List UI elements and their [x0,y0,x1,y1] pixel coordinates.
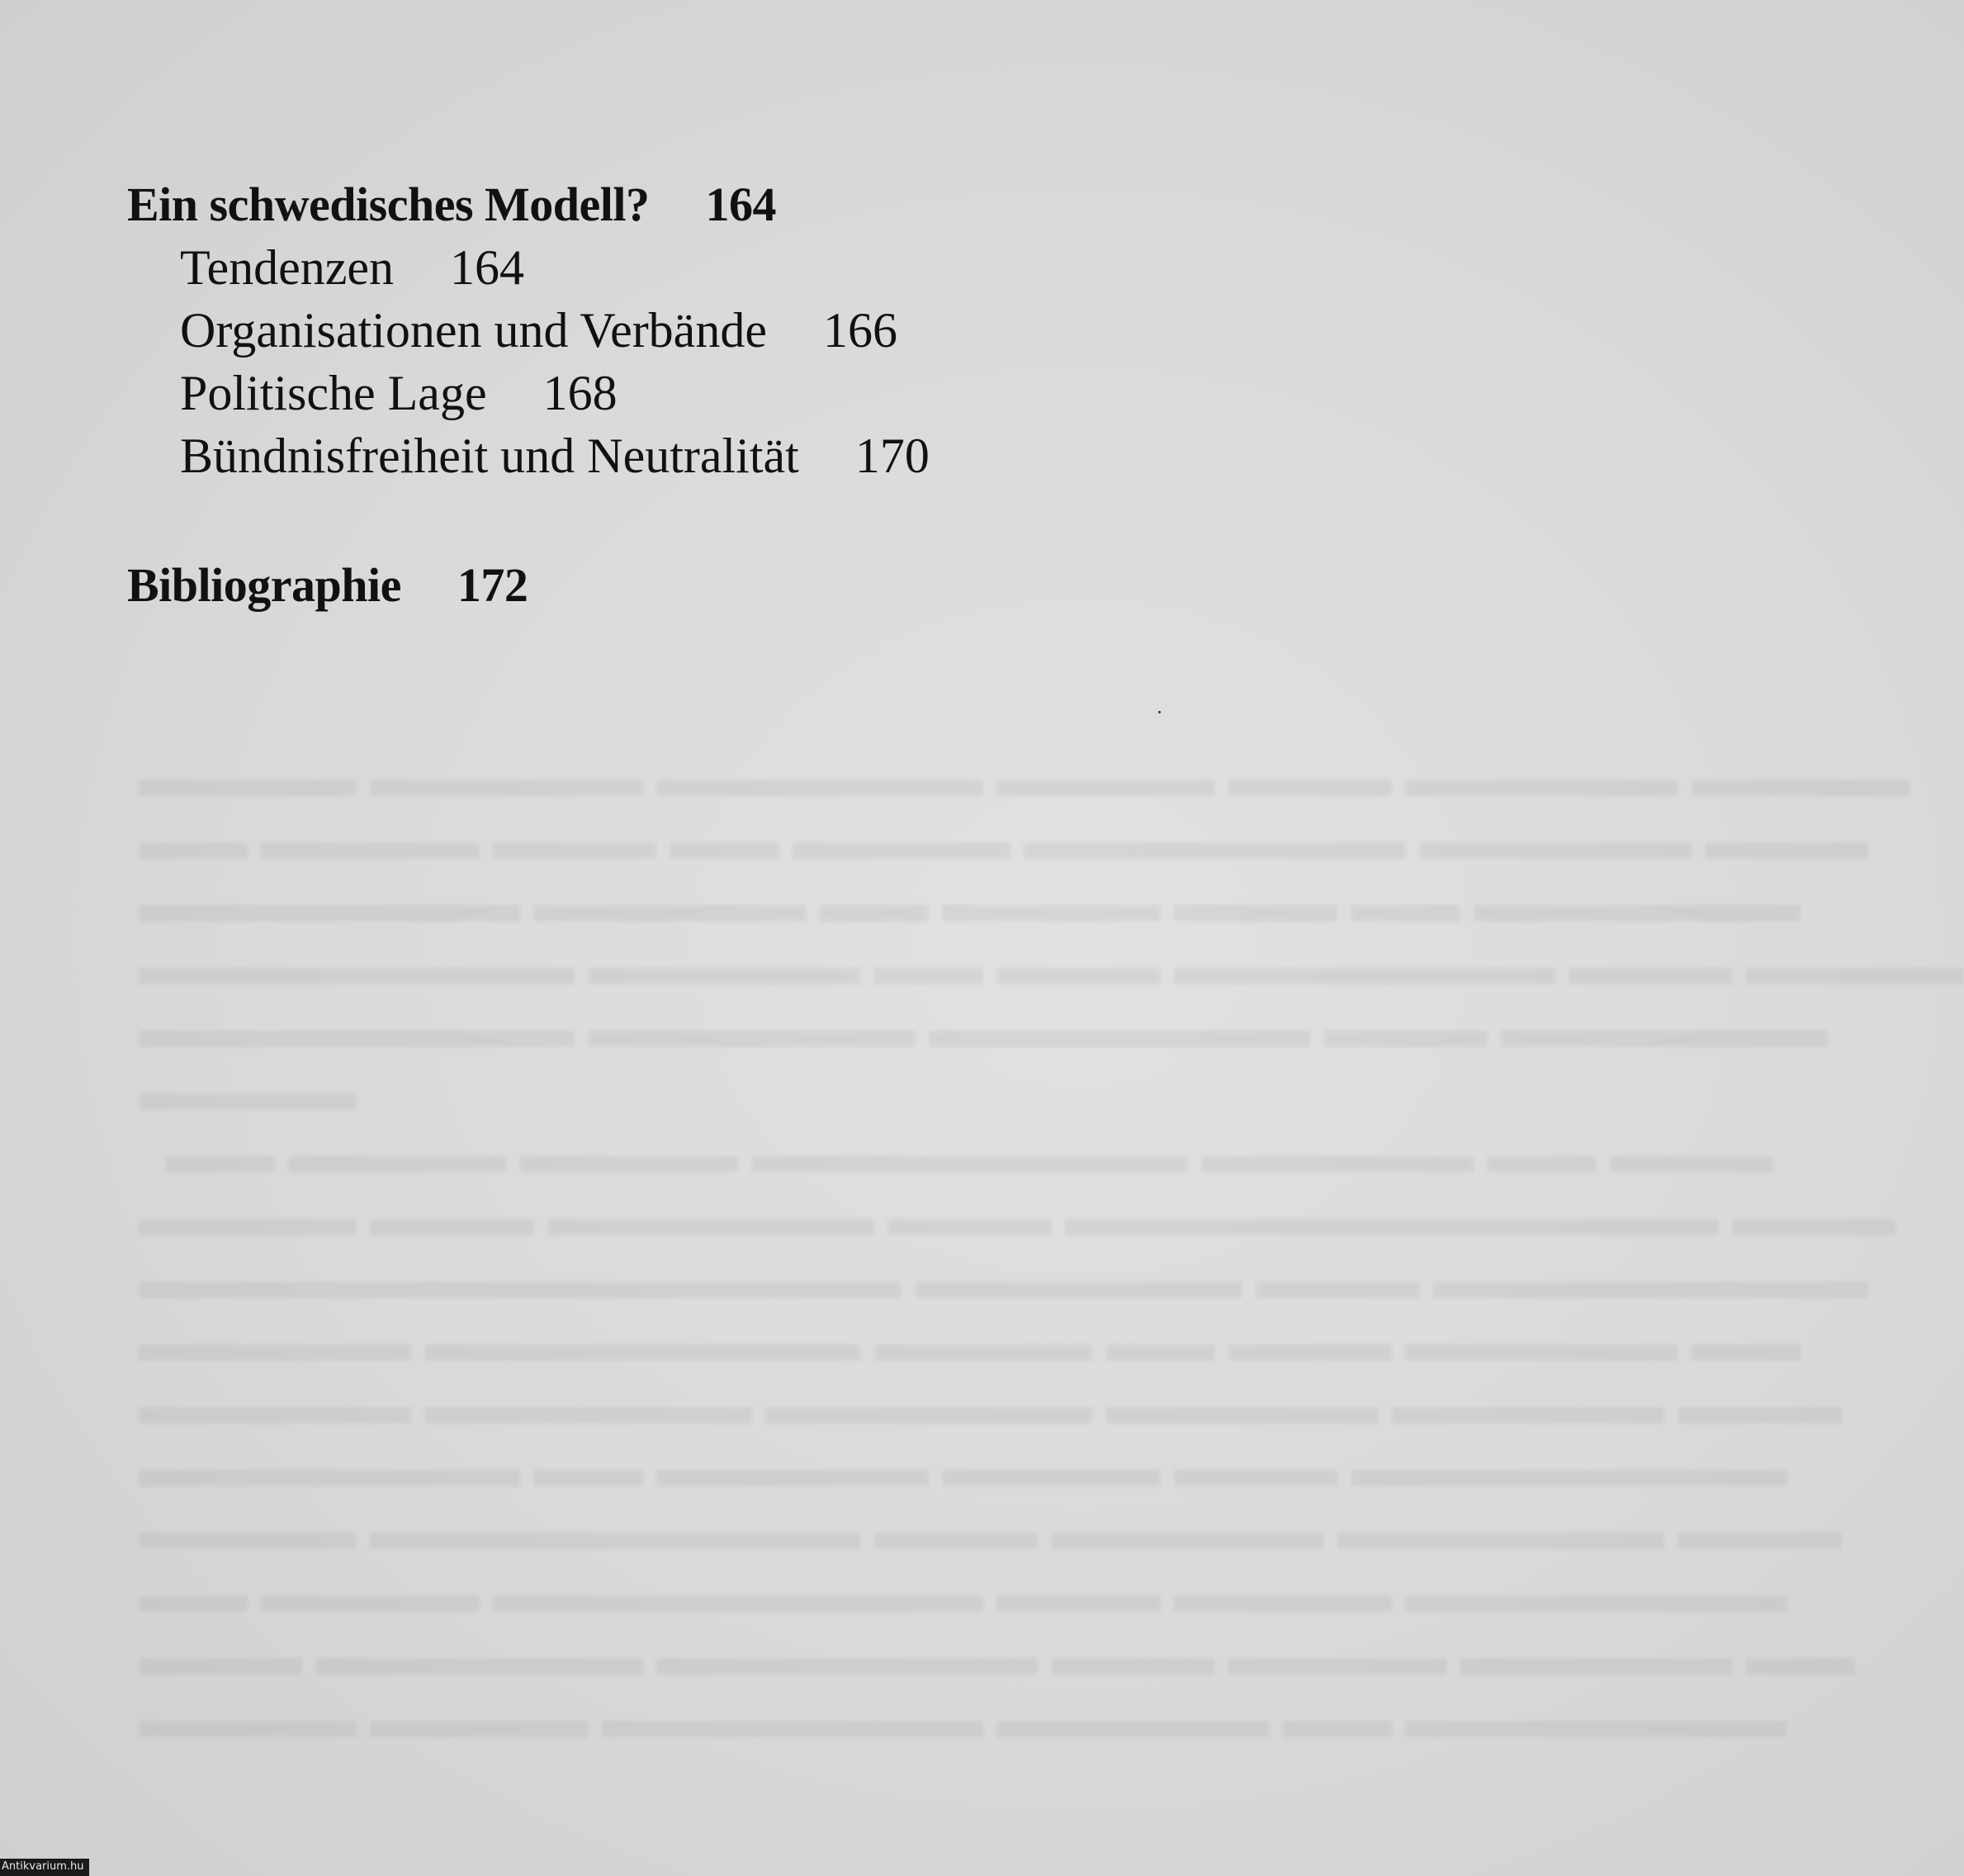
bleed-through-texture: ▬▬▬▬ ▬▬▬▬▬ ▬▬▬▬▬▬ ▬▬▬▬ ▬▬▬ ▬▬▬▬▬ ▬▬▬▬ ▬▬ ▬▬▬▬ ▬▬▬ ▬▬ ▬▬▬▬ ▬▬▬▬▬▬▬ ▬▬▬▬▬ ▬▬▬ ▬▬▬▬▬▬▬ ▬▬▬▬▬ ▬▬ ▬▬▬▬ ▬▬▬ ▬▬ ▬▬▬▬▬▬ ▬▬▬▬▬▬▬▬ ▬▬▬▬▬ ▬▬ ▬▬▬ ▬▬▬▬▬▬▬ ▬▬▬ ▬▬▬▬ ▬▬▬▬▬▬▬▬ ▬▬▬▬▬▬ ▬▬▬▬▬▬▬ ▬▬▬ ▬▬▬▬▬▬ ▬▬▬▬ ▬▬ ▬▬▬▬ ▬▬▬▬ ▬▬▬▬▬▬▬▬ ▬▬▬▬▬ ▬▬ ▬▬▬ ▬▬▬▬ ▬▬▬ ▬▬▬▬▬▬ ▬▬▬ ▬▬▬▬▬▬▬▬▬▬▬▬ ▬▬▬ ▬▬▬▬▬▬▬▬▬▬▬▬▬▬ ▬▬▬▬▬▬ ▬▬▬ ▬▬▬▬▬▬▬▬ ▬▬▬▬▬ ▬▬▬▬▬▬▬▬ ▬▬▬▬ ▬▬ ▬▬▬ ▬▬▬▬▬ ▬▬ ▬▬▬▬▬ ▬▬▬▬▬▬ ▬▬▬▬▬▬ ▬▬▬▬▬ ▬▬▬▬▬ ▬▬▬ ▬▬▬▬▬▬▬ ▬▬ ▬▬▬▬▬ ▬▬▬▬ ▬▬▬ ▬▬▬▬▬▬▬▬ ▬▬▬▬ ▬▬▬▬▬▬▬▬▬ ▬▬▬ ▬▬▬▬▬ ▬▬▬▬▬▬ ▬▬▬ ▬▬ ▬▬▬▬ ▬▬▬▬▬▬▬▬▬ ▬▬▬ ▬▬▬▬ ▬▬▬▬▬▬▬ ▬▬▬ ▬▬▬▬▬▬ ▬▬▬▬▬▬▬ ▬▬▬ ▬▬▬▬ ▬▬▬▬▬ ▬▬ ▬▬▬▬ ▬▬▬▬ ▬▬▬▬▬▬▬ ▬▬▬▬▬ ▬▬ ▬▬▬▬▬▬▬ [139,748,1964,1750]
toc-subentry-title: Tendenzen [180,240,394,295]
watermark: Antikvarium.hu [0,1859,89,1876]
toc-entry-title: Ein schwedisches Modell? [127,178,650,231]
toc-subentry-title: Politische Lage [180,366,487,420]
toc-subentry-page-number: 170 [854,429,930,483]
toc-subentry [127,362,1283,424]
toc-subentry-page-number: 164 [449,240,524,295]
toc-entry-main [127,173,1283,236]
toc-subentry [127,236,1283,299]
toc-entry-page-number: 172 [457,558,528,612]
toc-subentry-title: Bündnisfreiheit und Neutralität [180,429,799,483]
toc-entry-title: Bibliographie [127,558,401,612]
toc-subentry-page-number: 166 [822,303,897,358]
toc-entry-main [127,554,1283,617]
paper-speck [1158,711,1161,713]
toc-subentry-page-number: 168 [542,366,618,420]
section-spacer [127,487,1283,554]
toc-subentry [127,299,1283,362]
toc-entry-page-number: 164 [705,178,776,231]
toc-subentry-title: Organisationen und Verbände [180,303,767,358]
table-of-contents [127,173,1283,617]
toc-subentry [127,424,1283,487]
